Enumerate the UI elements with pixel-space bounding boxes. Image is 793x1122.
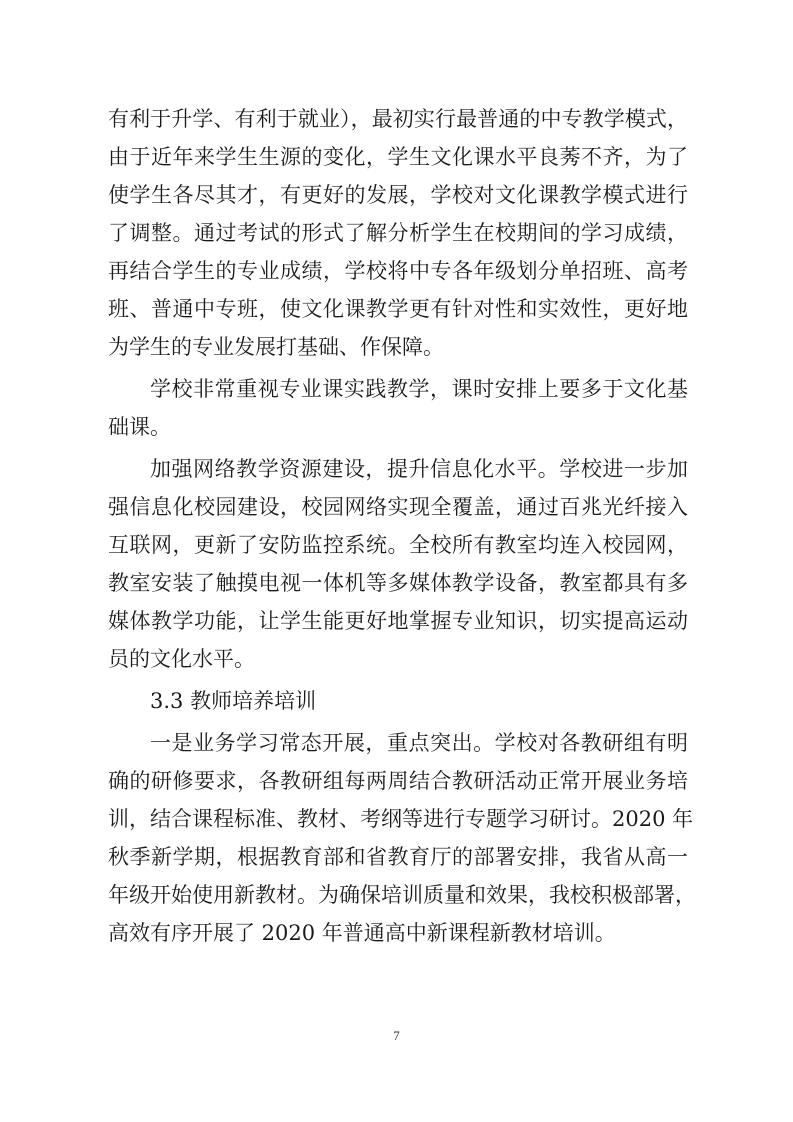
- text-line: 秋季新学期，根据教育部和省教育厅的部署安排，我省从高一: [108, 845, 688, 869]
- page-number: 7: [393, 1028, 400, 1043]
- text-line: 高效有序开展了 2020 年普通高中新课程新教材培训。: [108, 921, 616, 945]
- document-body: [108, 100, 696, 952]
- text-line: 再结合学生的专业成绩，学校将中专各年级划分单招班、高考: [108, 259, 688, 283]
- text-line: 训，结合课程标准、教材、考纲等进行专题学习研讨。2020 年: [108, 807, 694, 831]
- text-line: 员的文化水平。: [108, 647, 255, 671]
- section-heading: 3.3 教师培养培训: [150, 689, 317, 713]
- text-line: 了调整。通过考试的形式了解分析学生在校期间的学习成绩，: [108, 221, 688, 245]
- text-line: 有利于升学、有利于就业），最初实行最普通的中专教学模式，: [108, 107, 688, 131]
- paragraph-network-resources: [108, 450, 688, 678]
- text-line: 互联网，更新了安防监控系统。全校所有教室均连入校园网，: [108, 533, 688, 557]
- text-line: 学校非常重视专业课实践教学，课时安排上要多于文化基: [150, 377, 688, 401]
- text-line: 础课。: [108, 415, 171, 439]
- paragraph-teaching-mode: [108, 100, 688, 366]
- text-line: 为学生的专业发展打基础、作保障。: [108, 335, 444, 359]
- text-line: 确的研修要求，各教研组每两周结合教研活动正常开展业务培: [108, 769, 688, 793]
- paragraph-teacher-training: [108, 724, 696, 952]
- text-line: 媒体教学功能，让学生能更好地掌握专业知识，切实提高运动: [108, 609, 688, 633]
- text-line: 班、普通中专班，使文化课教学更有针对性和实效性，更好地: [108, 297, 688, 321]
- text-line: 由于近年来学生生源的变化，学生文化课水平良莠不齐，为了: [108, 145, 688, 169]
- paragraph-practice-teaching: [108, 370, 688, 446]
- text-line: 使学生各尽其才，有更好的发展，学校对文化课教学模式进行: [108, 183, 688, 207]
- text-line: 加强网络教学资源建设，提升信息化水平。学校进一步加: [150, 457, 688, 481]
- text-line: 强信息化校园建设，校园网络实现全覆盖，通过百兆光纤接入: [108, 495, 688, 519]
- text-line: 一是业务学习常态开展，重点突出。学校对各教研组有明: [150, 731, 688, 755]
- text-line: 年级开始使用新教材。为确保培训质量和效果，我校积极部署，: [108, 883, 696, 907]
- text-line: 教室安装了触摸电视一体机等多媒体教学设备，教室都具有多: [108, 571, 688, 595]
